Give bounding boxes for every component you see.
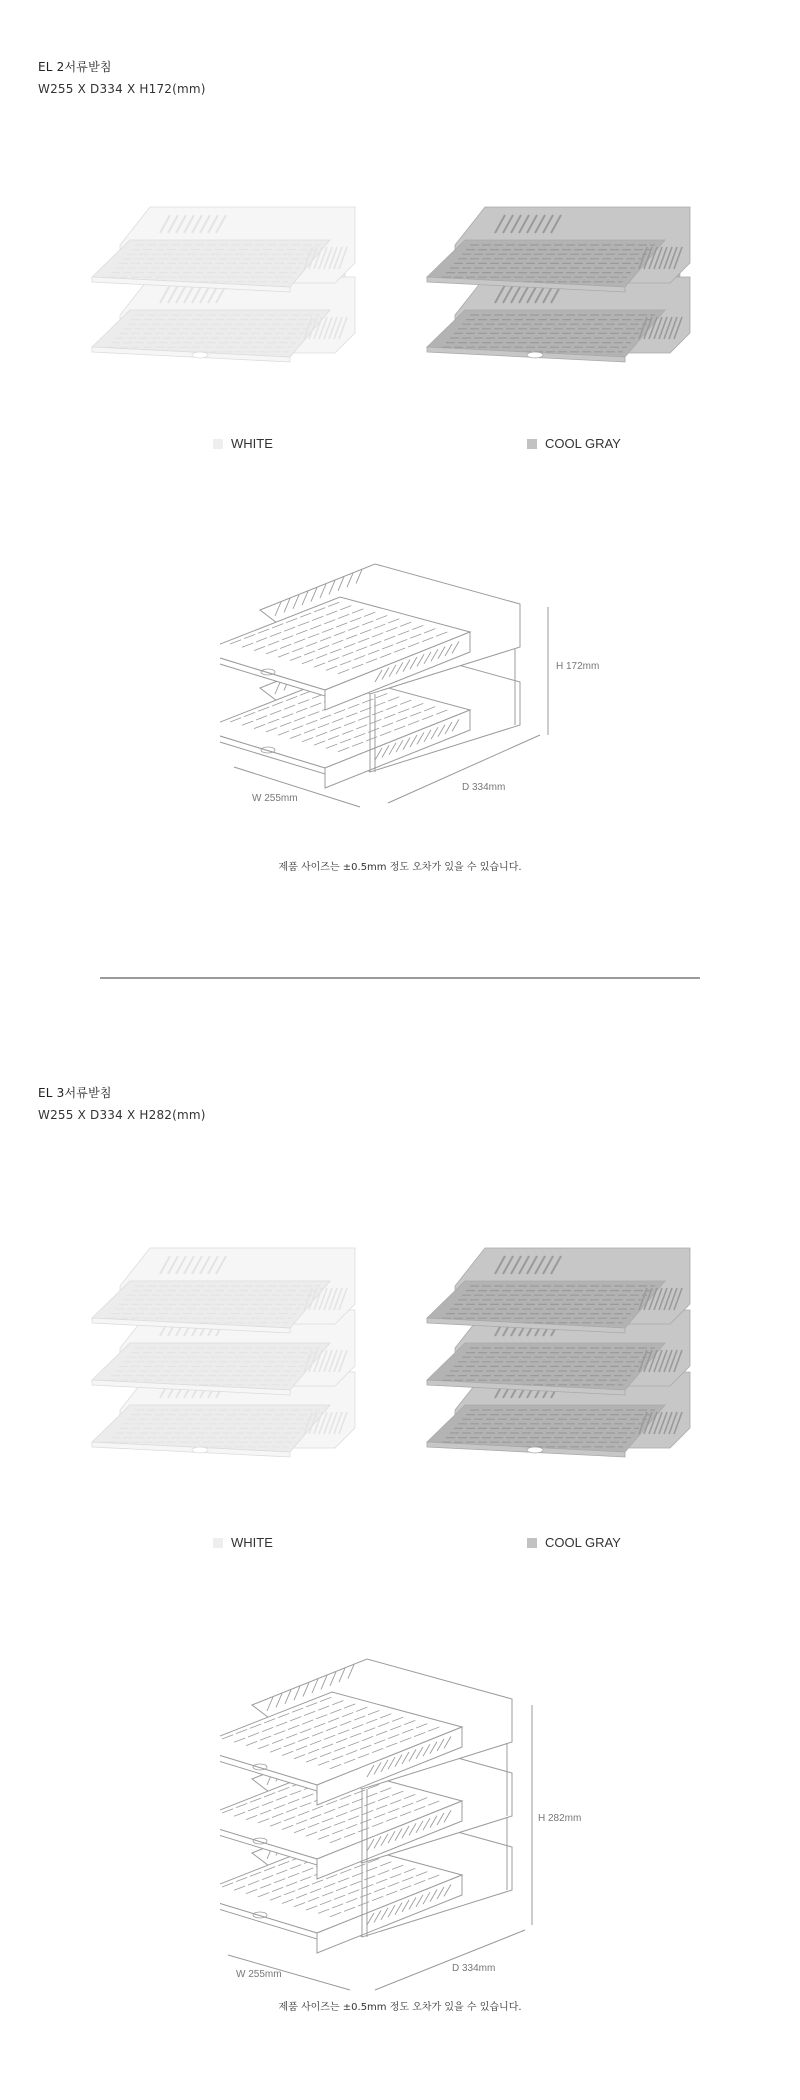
swatch-label: COOL GRAY bbox=[545, 1535, 621, 1550]
product-section-2-tier bbox=[0, 0, 800, 960]
cool-gray-tray-photo bbox=[425, 1235, 705, 1485]
cool-gray-color-chip bbox=[527, 439, 537, 449]
product-dimensions: W255 X D334 X H172(mm) bbox=[38, 82, 206, 96]
cool-gray-color-chip bbox=[527, 1538, 537, 1548]
product-title: EL 3서류받침 bbox=[38, 1086, 112, 1100]
swatch-label: WHITE bbox=[231, 1535, 273, 1550]
swatch-label: COOL GRAY bbox=[545, 436, 621, 451]
white-color-chip bbox=[213, 439, 223, 449]
swatch-white bbox=[213, 436, 273, 451]
product-dimensions: W255 X D334 X H282(mm) bbox=[38, 1108, 206, 1122]
product-section-3-tier bbox=[0, 1040, 800, 2100]
dimension-diagram bbox=[220, 1630, 600, 2000]
swatch-white bbox=[213, 1535, 273, 1550]
depth-dimension-line bbox=[375, 1930, 525, 1990]
swatch-cool-gray bbox=[527, 1535, 621, 1550]
tray-tier bbox=[92, 1248, 355, 1333]
product-title: EL 2서류받침 bbox=[38, 60, 112, 74]
width-label: W 255mm bbox=[252, 793, 298, 804]
size-tolerance-note: 제품 사이즈는 ±0.5mm 정도 오차가 있을 수 있습니다. bbox=[278, 2002, 522, 2013]
swatch-label: WHITE bbox=[231, 436, 273, 451]
white-tray-photo bbox=[90, 195, 370, 385]
tray-tier bbox=[427, 1248, 690, 1333]
depth-label: D 334mm bbox=[462, 782, 506, 793]
white-color-chip bbox=[213, 1538, 223, 1548]
swatch-cool-gray bbox=[527, 436, 621, 451]
white-tray-photo bbox=[90, 1235, 370, 1485]
dimension-diagram bbox=[220, 545, 600, 815]
tray-tier bbox=[92, 207, 355, 292]
height-label: H 282mm bbox=[538, 1813, 582, 1824]
section-divider bbox=[100, 977, 700, 979]
depth-label: D 334mm bbox=[452, 1963, 496, 1974]
tray-tier bbox=[427, 207, 690, 292]
cool-gray-tray-photo bbox=[425, 195, 705, 385]
size-tolerance-note: 제품 사이즈는 ±0.5mm 정도 오차가 있을 수 있습니다. bbox=[278, 862, 522, 873]
width-label: W 255mm bbox=[236, 1969, 282, 1980]
height-label: H 172mm bbox=[556, 661, 600, 672]
